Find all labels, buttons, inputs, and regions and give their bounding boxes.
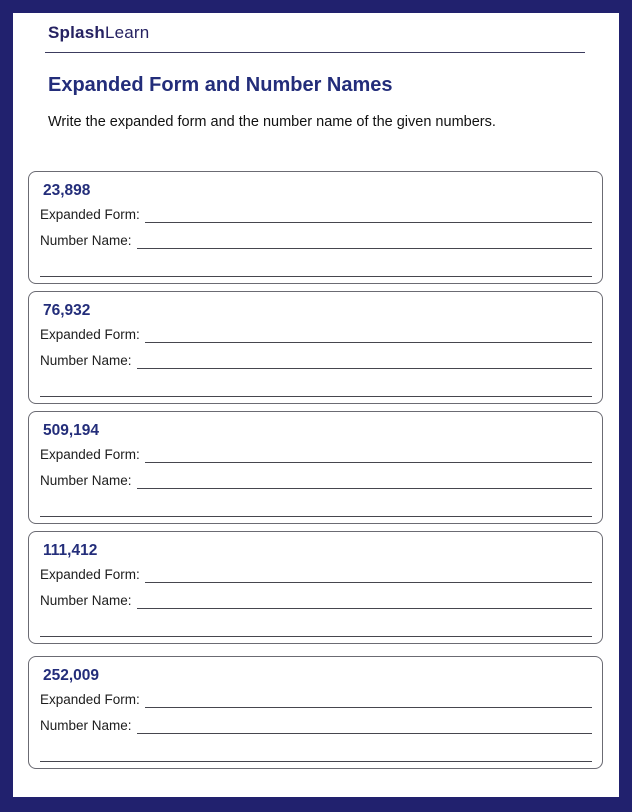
header-divider <box>45 52 585 53</box>
number-name-row <box>40 592 592 609</box>
number-name-answer-line <box>137 472 592 489</box>
expanded-form-answer-line <box>145 566 592 583</box>
number-name-answer-line <box>137 592 592 609</box>
expanded-form-row <box>40 566 592 583</box>
continuation-answer-line <box>40 636 592 637</box>
question-box-3 <box>28 411 603 524</box>
number-name-row <box>40 472 592 489</box>
expanded-form-answer-line <box>145 206 592 223</box>
question-box-4 <box>28 531 603 644</box>
question-number: 509,194 <box>43 422 100 439</box>
logo-bold-text: Splash <box>48 23 105 42</box>
expanded-form-label: Expanded Form: <box>40 327 140 342</box>
number-name-label: Number Name: <box>40 718 132 733</box>
logo-light-text: Learn <box>104 23 150 42</box>
worksheet-page <box>13 13 619 797</box>
number-name-answer-line <box>137 717 592 734</box>
expanded-form-answer-line <box>145 446 592 463</box>
continuation-answer-line <box>40 516 592 517</box>
page-title: Expanded Form and Number Names <box>48 74 393 96</box>
expanded-form-answer-line <box>145 326 592 343</box>
number-name-label: Number Name: <box>40 353 132 368</box>
question-list <box>28 171 603 769</box>
splashlearn-logo <box>48 23 619 43</box>
number-name-answer-line <box>137 352 592 369</box>
number-name-label: Number Name: <box>40 593 132 608</box>
question-box-5 <box>28 656 603 769</box>
number-name-label: Number Name: <box>40 233 132 248</box>
number-name-row <box>40 232 592 249</box>
question-box-1 <box>28 171 603 284</box>
expanded-form-answer-line <box>145 691 592 708</box>
expanded-form-row <box>40 326 592 343</box>
number-name-label: Number Name: <box>40 473 132 488</box>
question-number: 76,932 <box>43 302 91 319</box>
number-name-row <box>40 352 592 369</box>
number-name-row <box>40 717 592 734</box>
continuation-answer-line <box>40 276 592 277</box>
continuation-answer-line <box>40 396 592 397</box>
continuation-answer-line <box>40 761 592 762</box>
expanded-form-label: Expanded Form: <box>40 567 140 582</box>
expanded-form-label: Expanded Form: <box>40 692 140 707</box>
expanded-form-row <box>40 206 592 223</box>
question-number: 252,009 <box>43 667 100 684</box>
expanded-form-label: Expanded Form: <box>40 207 140 222</box>
question-number: 111,412 <box>43 542 98 559</box>
expanded-form-row <box>40 691 592 708</box>
question-box-2 <box>28 291 603 404</box>
expanded-form-row <box>40 446 592 463</box>
expanded-form-label: Expanded Form: <box>40 447 140 462</box>
question-number: 23,898 <box>43 182 91 199</box>
instruction-text: Write the expanded form and the number name of the given numbers. <box>48 114 496 130</box>
number-name-answer-line <box>137 232 592 249</box>
